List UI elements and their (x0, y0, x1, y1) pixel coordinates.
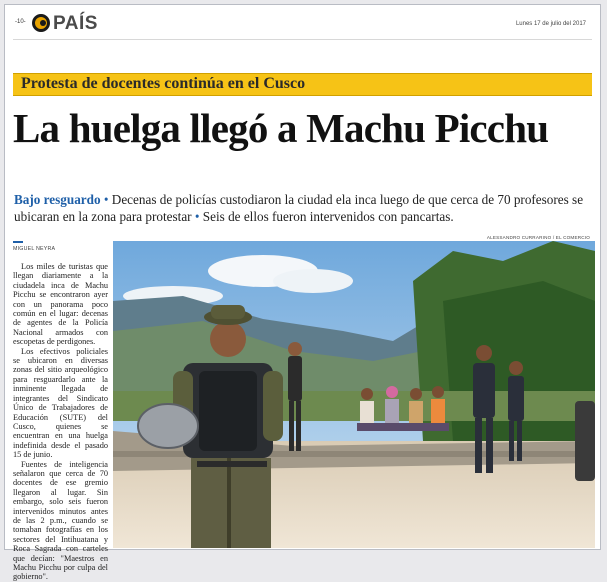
banner-text: Protesta de docentes continúa en el Cusco (21, 75, 306, 92)
lead-text-1: Decenas de policías custodiaron la ciudad ela inca luego de que cerca de 70 profesores se ubicaran en la zona para protestar (14, 192, 584, 224)
photo-credit: ALESSANDRO CURRARINO / EL COMERCIO (486, 235, 590, 240)
lead-bullet: • (103, 192, 109, 207)
page-number: -10- (15, 19, 26, 25)
news-photo (113, 241, 595, 548)
photo-icon (113, 241, 595, 548)
article-body (13, 262, 108, 582)
lead-tag: Bajo resguardo (14, 192, 101, 207)
lead-bullet-2: • (194, 209, 200, 224)
lead-text-2: Seis de ellos fueron intervenidos con pancartas. (202, 209, 454, 224)
article-paragraph: Los miles de turistas que llegan diariamente a la ciudadela inca de Machu Picchu se encontraron ayer con un panorama poco común en el lugar: decenas de agentes de la Policía Nacional armados con escopetas de perdigones. (13, 262, 108, 347)
article-paragraph: Los efectivos policiales se ubicaron en diversas zonas del sitio arqueológico para resguardarlo ante la inminente llegada de integrantes del Sindicato Único de Trabajadores de Educación (SUTE) del Cusco, quienes se encuentran en una huelga indefinida desde el pasado 15 de junio. (13, 346, 108, 460)
lead-paragraph (14, 191, 599, 225)
byline-accent (13, 241, 23, 243)
article-column (13, 241, 108, 582)
newspaper-logo-icon (32, 14, 50, 32)
newspaper-page (4, 4, 601, 582)
headline: La huelga llegó a Machu Picchu (13, 105, 549, 151)
issue-date: Lunes 17 de julio del 2017 (515, 21, 586, 27)
article-paragraph: Fuentes de inteligencia señalaron que cerca de 70 docentes de ese gremio llegaron al lugar. Sin embargo, solo seis fueron intervenidos minutos antes de las 2 p.m., cuando se tomaban fotografías en los sectores del Intihuatana y Roca Sagrada con carteles que decían: "Maestros en Machu Picchu por culpa del gobierno". (13, 459, 108, 582)
byline: MIGUEL NEYRA (13, 246, 56, 252)
page-header (13, 13, 592, 35)
header-divider (13, 39, 592, 40)
section-title: PAÍS (53, 13, 98, 34)
topic-banner (13, 73, 592, 96)
